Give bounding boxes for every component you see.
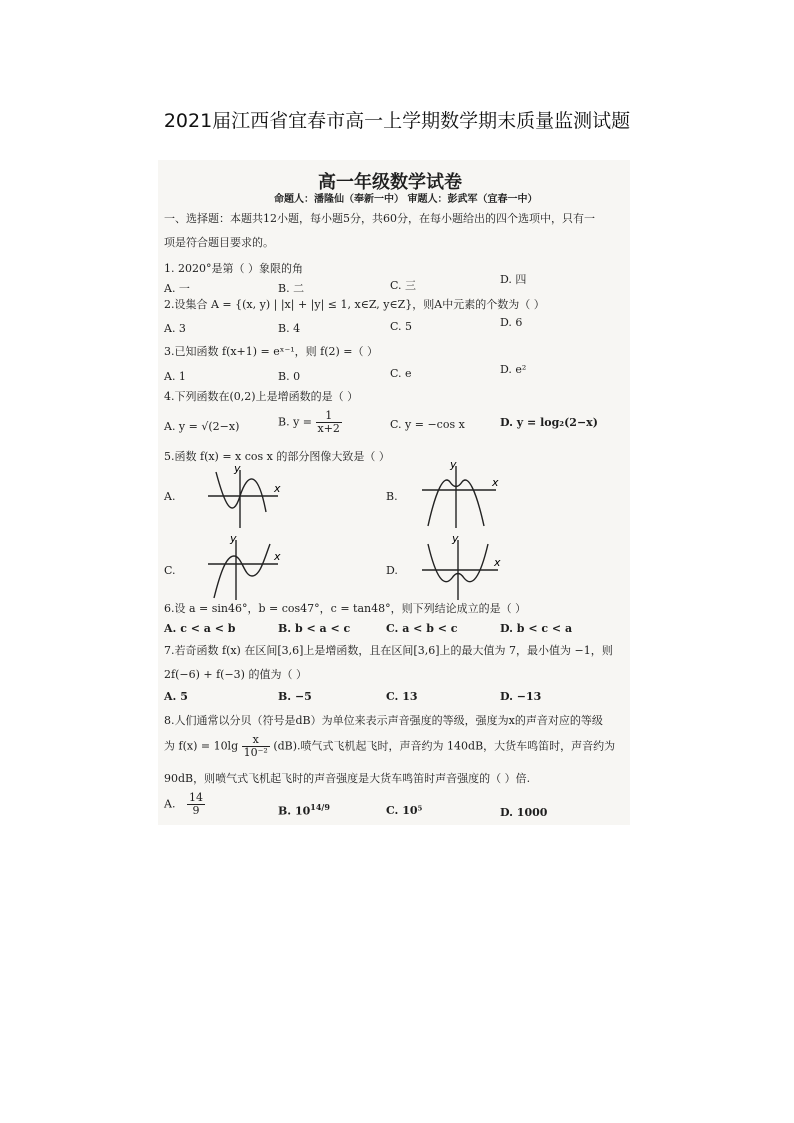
- function-curve: [216, 472, 266, 512]
- fraction-numerator: x: [242, 734, 270, 747]
- question-8-formula-fraction: [242, 734, 270, 759]
- question-8-stem: 8.人们通常以分贝（符号是dB）为单位来表示声音强度的等级，强度为x的声音对应的等级: [164, 714, 603, 727]
- fraction-numerator: 1: [316, 410, 342, 423]
- x-axis-label: x: [492, 476, 499, 489]
- exam-heading: 高一年级数学试卷: [318, 172, 462, 193]
- question-6-stem: 6.设 a = sin46°，b = cos47°，c = tan48°，则下列结论成立的是（ ）: [164, 602, 527, 615]
- y-axis-label: y: [230, 534, 237, 545]
- document-title: 2021届江西省宜春市高一上学期数学期末质量监测试题: [163, 110, 631, 132]
- graph-option-d: [420, 534, 504, 604]
- question-8-option-a-label: A.: [164, 797, 176, 811]
- question-5-option-a: A.: [164, 490, 176, 503]
- question-8-option-b: [278, 802, 330, 818]
- graph-option-c: [204, 534, 288, 604]
- question-4-option-b-prefix: B. y =: [278, 415, 313, 429]
- x-axis-label: x: [274, 550, 281, 563]
- question-6-option-d: D. b < c < a: [500, 622, 573, 635]
- question-7-stem: 7.若奇函数 f(x) 在区间[3,6]上是增函数，且在区间[3,6]上的最大值为 7，最小值为 −1，则: [164, 644, 613, 657]
- question-7-option-b: B. −5: [278, 690, 312, 703]
- y-axis-label: y: [450, 460, 457, 471]
- question-2-option-c: C. 5: [390, 320, 413, 333]
- section-instructions-line2: 项是符合题目要求的。: [164, 236, 274, 249]
- question-4-option-d: D. y = log₂(2−x): [500, 416, 598, 429]
- question-7-option-a: A. 5: [164, 690, 188, 703]
- question-8-stem-line3: 90dB，则喷气式飞机起飞时的声音强度是大货车鸣笛时声音强度的（ ）倍.: [164, 772, 531, 785]
- question-4-option-b: [278, 410, 342, 435]
- question-3-option-c: C. e: [390, 367, 412, 380]
- question-1-option-a: A. 一: [164, 282, 190, 295]
- question-6-option-c: C. a < b < c: [386, 622, 458, 635]
- question-8-stem-line2: [164, 734, 615, 759]
- question-1-option-d: D. 四: [500, 273, 527, 286]
- section-instructions-line1: 一、选择题：本题共12小题，每小题5分，共60分，在每小题给出的四个选项中，只有一: [164, 212, 595, 225]
- question-3-stem: 3.已知函数 f(x+1) = eˣ⁻¹，则 f(2) =（ ）: [164, 345, 379, 358]
- fraction-numerator: 14: [188, 791, 203, 804]
- question-1-stem: 1. 2020°是第（ ）象限的角: [164, 262, 303, 275]
- question-4-option-a: A. y = √(2−x): [164, 420, 240, 433]
- question-2-option-d: D. 6: [500, 316, 523, 329]
- question-6-option-b: B. b < a < c: [278, 622, 351, 635]
- question-2-option-a: A. 3: [164, 322, 186, 335]
- question-5-option-c: C.: [164, 564, 176, 577]
- question-8-option-c: C. 10⁵: [386, 804, 423, 817]
- question-2-option-b: B. 4: [278, 322, 301, 335]
- graph-option-b: [420, 460, 504, 532]
- question-8-option-a: [164, 792, 205, 817]
- fraction-denominator: 9: [192, 804, 200, 817]
- y-axis-label: y: [452, 534, 459, 545]
- question-5-option-d: D.: [386, 564, 398, 577]
- question-5-option-b: B.: [386, 490, 398, 503]
- question-8-option-b-base: B. 10: [278, 804, 311, 818]
- question-7-option-c: C. 13: [386, 690, 418, 703]
- function-curve: [214, 544, 270, 598]
- question-6-option-a: A. c < a < b: [164, 622, 236, 635]
- question-8-formula-prefix: 为 f(x) = 10lg: [164, 739, 239, 753]
- graph-option-a: [204, 462, 288, 532]
- question-5-stem: 5.函数 f(x) = x cos x 的部分图像大致是（ ）: [164, 450, 390, 463]
- question-4-option-b-fraction: [316, 410, 342, 435]
- x-axis-label: x: [494, 556, 501, 569]
- fraction-denominator: 10⁻²: [243, 746, 268, 759]
- question-7-stem-line2: 2f(−6) + f(−3) 的值为（ ）: [164, 668, 307, 681]
- y-axis-label: y: [234, 462, 241, 475]
- fraction-denominator: x+2: [317, 422, 340, 435]
- question-7-option-d: D. −13: [500, 690, 542, 703]
- question-4-option-c: C. y = −cos x: [390, 418, 465, 431]
- question-8-option-b-exponent: 14/9: [310, 802, 330, 812]
- exam-authors: 命题人：潘隆仙（奉新一中） 审题人：彭武军（宜春一中）: [274, 194, 538, 205]
- question-4-stem: 4.下列函数在(0,2)上是增函数的是（ ）: [164, 390, 359, 403]
- question-2-stem: 2.设集合 A = {(x, y) | |x| + |y| ≤ 1, x∈Z, y∈Z}，则A中元素的个数为（ ）: [164, 298, 545, 311]
- question-1-option-b: B. 二: [278, 282, 305, 295]
- x-axis-label: x: [274, 482, 281, 495]
- question-8-option-a-fraction: [187, 792, 205, 817]
- question-3-option-a: A. 1: [164, 370, 186, 383]
- question-3-option-d: D. e²: [500, 363, 527, 376]
- question-3-option-b: B. 0: [278, 370, 301, 383]
- scanned-exam-page: [158, 160, 630, 825]
- question-1-option-c: C. 三: [390, 279, 417, 292]
- question-8-formula-suffix: (dB).喷气式飞机起飞时，声音约为 140dB，大货车鸣笛时，声音约为: [273, 739, 616, 753]
- question-8-option-d: D. 1000: [500, 806, 548, 819]
